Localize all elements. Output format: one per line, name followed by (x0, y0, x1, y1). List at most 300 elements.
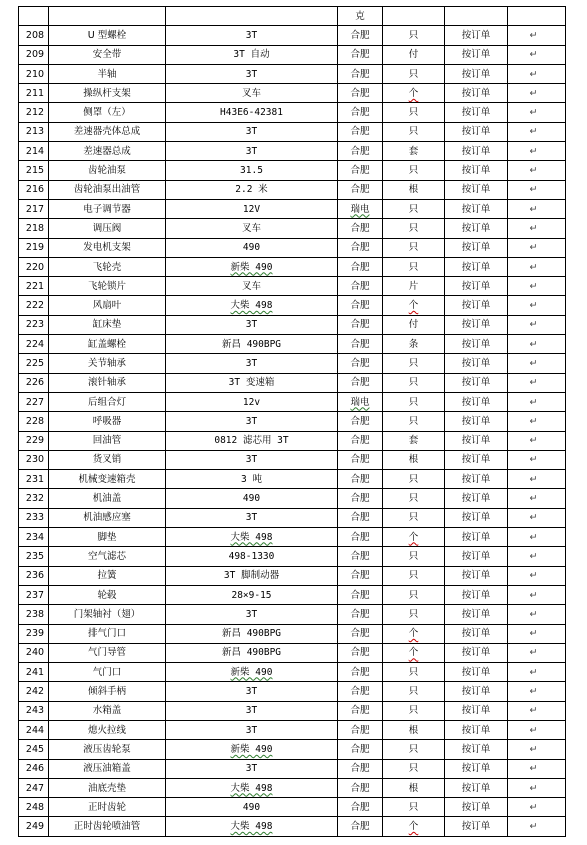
unit-text: 只 (408, 686, 419, 698)
spec-text: 498-1330 (228, 550, 275, 562)
cell-order (445, 64, 508, 83)
no-text: 216 (25, 184, 45, 196)
cell-name (49, 199, 166, 218)
unit-text: 个 (408, 628, 419, 640)
cell-no (19, 64, 49, 83)
unit-text: 片 (408, 280, 419, 292)
cell-name (49, 798, 166, 817)
cell-end-mark: ↵ (508, 277, 566, 296)
loc-text: 合肥 (350, 782, 370, 794)
cell-end-mark: ↵ (508, 122, 566, 141)
cell-loc (338, 26, 383, 45)
unit-text: 只 (408, 377, 419, 389)
name-text: 滚针轴承 (87, 377, 126, 389)
cell-no (19, 682, 49, 701)
cell-loc (338, 450, 383, 469)
name-text: 排气门口 (87, 628, 126, 640)
name-text: 回油管 (92, 435, 122, 447)
unit-text: 只 (408, 743, 419, 755)
cell-no (19, 624, 49, 643)
cell-no (19, 778, 49, 797)
cell-spec (166, 392, 338, 411)
order-text: 按订单 (461, 454, 491, 466)
table-row (19, 547, 566, 566)
order-text: 按订单 (461, 686, 491, 698)
cell-loc (338, 470, 383, 489)
cell-order (445, 122, 508, 141)
cell-end-mark: ↵ (508, 798, 566, 817)
cell-top-5 (445, 7, 508, 26)
cell-no (19, 566, 49, 585)
no-text: 219 (25, 242, 45, 254)
loc-text: 合肥 (350, 647, 370, 659)
cell-end-mark: ↵ (508, 470, 566, 489)
spec-text: 新昌 490BPG (221, 628, 282, 640)
cell-loc (338, 354, 383, 373)
table-row (19, 663, 566, 682)
no-text: 239 (25, 628, 45, 640)
cell-order (445, 431, 508, 450)
cell-spec (166, 778, 338, 797)
cell-name (49, 566, 166, 585)
cell-order (445, 142, 508, 161)
cell-no (19, 720, 49, 739)
name-text: 安全带 (92, 49, 122, 61)
cell-end-mark: ↵ (508, 219, 566, 238)
cell-end-mark: ↵ (508, 103, 566, 122)
spec-text: 3T (245, 68, 258, 80)
name-text: 脚垫 (97, 531, 117, 543)
cell-end-mark: ↵ (508, 238, 566, 257)
no-text: 240 (25, 647, 45, 659)
cell-spec (166, 238, 338, 257)
cell-name (49, 335, 166, 354)
name-text: 拉簧 (97, 570, 117, 582)
order-text: 按订单 (461, 724, 491, 736)
cell-name (49, 122, 166, 141)
no-text: 248 (25, 801, 45, 813)
name-text: 液压齿轮泵 (83, 743, 131, 755)
loc-text: 合肥 (350, 570, 370, 582)
table-row (19, 354, 566, 373)
cell-no (19, 219, 49, 238)
cell-name (49, 257, 166, 276)
cell-spec (166, 199, 338, 218)
cell-spec (166, 45, 338, 64)
cell-unit (383, 122, 445, 141)
table-row (19, 26, 566, 45)
cell-loc (338, 219, 383, 238)
no-text: 232 (25, 493, 45, 505)
cell-unit (383, 759, 445, 778)
cell-end-mark: ↵ (508, 84, 566, 103)
cell-name (49, 817, 166, 836)
cell-order (445, 257, 508, 276)
name-text: 气门口 (92, 666, 122, 678)
table-row (19, 392, 566, 411)
name-text: 正时齿轮 (87, 801, 126, 813)
cell-unit (383, 84, 445, 103)
loc-text: 合肥 (350, 589, 370, 601)
no-text: 231 (25, 473, 45, 485)
cell-spec (166, 566, 338, 585)
cell-no (19, 817, 49, 836)
loc-text: 合肥 (350, 531, 370, 543)
cell-loc (338, 547, 383, 566)
cell-order (445, 335, 508, 354)
cell-no (19, 412, 49, 431)
cell-spec (166, 354, 338, 373)
name-text: 正时齿轮喷油管 (73, 821, 141, 833)
table-row (19, 450, 566, 469)
cell-order (445, 373, 508, 392)
cell-end-mark: ↵ (508, 64, 566, 83)
cell-order (445, 103, 508, 122)
table-top-row (19, 7, 566, 26)
cell-end-mark: ↵ (508, 701, 566, 720)
cell-loc (338, 798, 383, 817)
cell-loc (338, 335, 383, 354)
spec-text: 新昌 490BPG (221, 338, 282, 350)
cell-unit (383, 720, 445, 739)
loc-text: 合肥 (350, 107, 370, 119)
cell-spec (166, 335, 338, 354)
unit-text: 只 (408, 473, 419, 485)
order-text: 按订单 (461, 377, 491, 389)
cell-end-mark: ↵ (508, 720, 566, 739)
cell-spec (166, 720, 338, 739)
no-text: 227 (25, 396, 45, 408)
cell-order (445, 489, 508, 508)
spec-text: 3T 变速箱 (228, 377, 275, 389)
spec-text: 2.2 米 (235, 184, 268, 196)
order-text: 按订单 (461, 68, 491, 80)
order-text: 按订单 (461, 415, 491, 427)
name-text: 齿轮油泵 (87, 165, 126, 177)
cell-unit (383, 354, 445, 373)
name-text: 发电机支架 (83, 242, 131, 254)
cell-loc (338, 238, 383, 257)
spec-text: 叉车 (241, 222, 261, 234)
loc-text: 合肥 (350, 435, 370, 447)
name-text: U 型螺栓 (87, 29, 127, 41)
name-text: 轮毂 (97, 589, 117, 601)
unit-text: 只 (408, 203, 419, 215)
cell-spec (166, 585, 338, 604)
cell-end-mark: ↵ (508, 547, 566, 566)
loc-text: 合肥 (350, 300, 370, 312)
order-text: 按订单 (461, 165, 491, 177)
cell-top-1 (49, 7, 166, 26)
order-text: 按订单 (461, 280, 491, 292)
cell-spec (166, 470, 338, 489)
order-text: 按订单 (461, 357, 491, 369)
cell-no (19, 489, 49, 508)
no-text: 211 (25, 87, 45, 99)
loc-text: 合肥 (350, 801, 370, 813)
no-text: 245 (25, 743, 45, 755)
loc-text: 合肥 (350, 512, 370, 524)
spec-text: 12v (242, 396, 261, 408)
cell-name (49, 296, 166, 315)
table-row (19, 720, 566, 739)
spec-text: 3T (245, 512, 258, 524)
cell-unit (383, 489, 445, 508)
unit-text: 只 (408, 396, 419, 408)
cell-order (445, 238, 508, 257)
order-text: 按订单 (461, 570, 491, 582)
cell-no (19, 528, 49, 547)
order-text: 按订单 (461, 608, 491, 620)
loc-text: 合肥 (350, 87, 370, 99)
cell-loc (338, 199, 383, 218)
cell-order (445, 624, 508, 643)
cell-order (445, 180, 508, 199)
cell-unit (383, 585, 445, 604)
cell-loc (338, 161, 383, 180)
no-text: 235 (25, 550, 45, 562)
loc-text: 合肥 (350, 686, 370, 698)
cell-order (445, 392, 508, 411)
loc-text: 合肥 (350, 377, 370, 389)
cell-end-mark: ↵ (508, 450, 566, 469)
cell-order (445, 663, 508, 682)
table-row (19, 315, 566, 334)
table-row (19, 161, 566, 180)
unit-text: 只 (408, 68, 419, 80)
cell-end-mark: ↵ (508, 759, 566, 778)
table-row (19, 257, 566, 276)
cell-unit (383, 566, 445, 585)
cell-unit (383, 740, 445, 759)
cell-no (19, 431, 49, 450)
no-text: 233 (25, 512, 45, 524)
no-text: 237 (25, 589, 45, 601)
name-text: 关节轴承 (87, 357, 126, 369)
cell-no (19, 663, 49, 682)
cell-name (49, 624, 166, 643)
cell-end-mark: ↵ (508, 373, 566, 392)
cell-no (19, 798, 49, 817)
name-text: 空气滤芯 (87, 550, 126, 562)
parts-table (18, 6, 566, 837)
cell-loc (338, 142, 383, 161)
order-text: 按订单 (461, 435, 491, 447)
table-row (19, 45, 566, 64)
spec-text: 28×9-15 (231, 589, 272, 601)
cell-spec (166, 759, 338, 778)
spec-text: 3T (245, 415, 258, 427)
cell-unit (383, 701, 445, 720)
unit-text: 套 (408, 435, 419, 447)
cell-loc (338, 682, 383, 701)
name-text: 差速器总成 (83, 145, 131, 157)
cell-end-mark: ↵ (508, 566, 566, 585)
cell-no (19, 373, 49, 392)
spec-text: 3T (245, 724, 258, 736)
table-row (19, 643, 566, 662)
cell-name (49, 180, 166, 199)
spec-text: 新昌 490BPG (221, 647, 282, 659)
unit-text: 付 (408, 49, 419, 61)
loc-text: 合肥 (350, 319, 370, 331)
cell-no (19, 26, 49, 45)
cell-name (49, 219, 166, 238)
cell-spec (166, 605, 338, 624)
cell-loc (338, 257, 383, 276)
order-text: 按订单 (461, 107, 491, 119)
cell-spec (166, 26, 338, 45)
table-row (19, 759, 566, 778)
cell-name (49, 142, 166, 161)
cell-order (445, 759, 508, 778)
no-text: 228 (25, 415, 45, 427)
cell-order (445, 450, 508, 469)
loc-text: 合肥 (350, 821, 370, 833)
cell-unit (383, 219, 445, 238)
cell-spec (166, 180, 338, 199)
name-text: 侧罩（左） (83, 107, 131, 119)
cell-end-mark: ↵ (508, 778, 566, 797)
cell-no (19, 508, 49, 527)
cell-name (49, 84, 166, 103)
name-text: 半轴 (97, 68, 117, 80)
unit-text: 只 (408, 570, 419, 582)
cell-unit (383, 470, 445, 489)
cell-loc (338, 663, 383, 682)
table-row (19, 84, 566, 103)
cell-name (49, 701, 166, 720)
cell-name (49, 315, 166, 334)
cell-spec (166, 103, 338, 122)
table-row (19, 585, 566, 604)
order-text: 按订单 (461, 493, 491, 505)
spec-text: 新柴 490 (230, 666, 273, 678)
name-text: 水箱盖 (92, 705, 122, 717)
cell-name (49, 161, 166, 180)
loc-text: 合肥 (350, 743, 370, 755)
order-text: 按订单 (461, 29, 491, 41)
name-text: 机油盖 (92, 493, 122, 505)
order-text: 按订单 (461, 589, 491, 601)
cell-order (445, 798, 508, 817)
no-text: 230 (25, 454, 45, 466)
no-text: 242 (25, 686, 45, 698)
table-row (19, 701, 566, 720)
name-text: 飞轮壳 (92, 261, 122, 273)
table-row (19, 798, 566, 817)
table-row (19, 335, 566, 354)
cell-no (19, 238, 49, 257)
unit-text: 只 (408, 415, 419, 427)
cell-end-mark: ↵ (508, 431, 566, 450)
cell-name (49, 528, 166, 547)
cell-unit (383, 373, 445, 392)
name-text: 液压油箱盖 (83, 763, 131, 775)
cell-name (49, 450, 166, 469)
cell-spec (166, 412, 338, 431)
table-row (19, 778, 566, 797)
unit-text: 个 (408, 531, 419, 543)
name-text: 差速器壳体总成 (73, 126, 141, 138)
cell-name (49, 778, 166, 797)
spec-text: 490 (242, 242, 261, 254)
spec-text: 3T 自动 (233, 49, 270, 61)
cell-loc (338, 180, 383, 199)
name-text: 机油感应塞 (83, 512, 131, 524)
cell-no (19, 392, 49, 411)
cell-spec (166, 431, 338, 450)
cell-unit (383, 335, 445, 354)
cell-end-mark: ↵ (508, 682, 566, 701)
cell-unit (383, 682, 445, 701)
cell-order (445, 354, 508, 373)
cell-end-mark: ↵ (508, 142, 566, 161)
spec-text: 0812 滤芯用 3T (214, 435, 289, 447)
cell-end-mark: ↵ (508, 624, 566, 643)
order-text: 按订单 (461, 782, 491, 794)
cell-no (19, 740, 49, 759)
order-text: 按订单 (461, 396, 491, 408)
cell-unit (383, 26, 445, 45)
spec-text: 新柴 490 (230, 743, 273, 755)
order-text: 按订单 (461, 512, 491, 524)
cell-name (49, 470, 166, 489)
no-text: 236 (25, 570, 45, 582)
cell-top-3: 克 (338, 7, 383, 26)
spec-text: 3T (245, 126, 258, 138)
no-text: 247 (25, 782, 45, 794)
name-text: 货叉销 (92, 454, 122, 466)
spec-text: 3T (245, 357, 258, 369)
cell-unit (383, 663, 445, 682)
name-text: 机械变速箱壳 (78, 473, 136, 485)
cell-name (49, 354, 166, 373)
cell-spec (166, 701, 338, 720)
cell-name (49, 26, 166, 45)
cell-no (19, 45, 49, 64)
cell-no (19, 643, 49, 662)
cell-order (445, 45, 508, 64)
cell-spec (166, 682, 338, 701)
spec-text: 3T (245, 319, 258, 331)
loc-text: 合肥 (350, 415, 370, 427)
cell-spec (166, 257, 338, 276)
unit-text: 只 (408, 242, 419, 254)
cell-end-mark: ↵ (508, 257, 566, 276)
loc-text: 合肥 (350, 357, 370, 369)
spec-text: 新柴 490 (230, 261, 273, 273)
table-row (19, 508, 566, 527)
unit-text: 只 (408, 705, 419, 717)
order-text: 按订单 (461, 473, 491, 485)
unit-text: 只 (408, 222, 419, 234)
cell-order (445, 817, 508, 836)
cell-loc (338, 566, 383, 585)
cell-order (445, 720, 508, 739)
unit-text: 个 (408, 300, 419, 312)
cell-no (19, 701, 49, 720)
no-text: 224 (25, 338, 45, 350)
cell-spec (166, 277, 338, 296)
order-text: 按订单 (461, 647, 491, 659)
cell-no (19, 180, 49, 199)
order-text: 按订单 (461, 222, 491, 234)
loc-text: 合肥 (350, 242, 370, 254)
cell-unit (383, 450, 445, 469)
unit-text: 只 (408, 493, 419, 505)
unit-text: 套 (408, 145, 419, 157)
